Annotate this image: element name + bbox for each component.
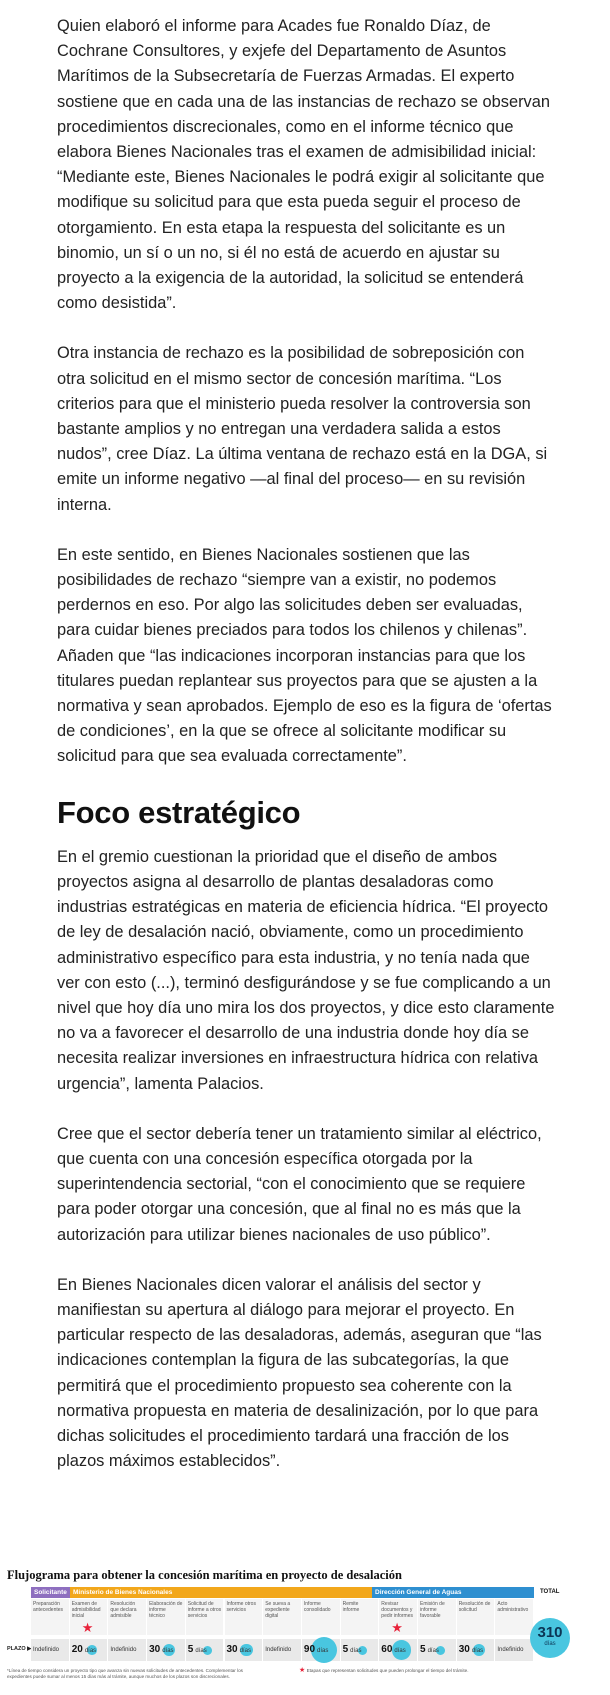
star-icon: ★ (299, 1667, 306, 1674)
plazo-unit: días (394, 1648, 406, 1654)
plazo-cell (379, 1639, 418, 1661)
plazo-cell: Indefinido (263, 1639, 302, 1661)
process-step: Solicitud de informe a otros servicios (186, 1599, 225, 1635)
process-step: Revisar documentos y pedir informes (379, 1599, 418, 1635)
plazo-number: 30 (226, 1644, 238, 1655)
process-step: Remite informe (341, 1599, 380, 1635)
total-label: TOTAL (540, 1589, 560, 1595)
plazo-cell: Indefinido (495, 1639, 534, 1661)
plazo-number: 20 (71, 1644, 83, 1655)
plazo-cell (302, 1639, 341, 1661)
plazo-unit: días (239, 1648, 251, 1654)
article-paragraph: Otra instancia de rechazo es la posibilidad de sobreposición con otra solicitud en el mismo sector de concesión marítima. “Los criterios para que el ministerio pueda resolver la controversia son bastante amplios y no entregan una verdadera salida a estos nudos”, cree Díaz. La última ventana de rechazo está en la DGA, si emite un informe negativo —al final del proceso— en su revisión interna. (57, 344, 548, 514)
plazo-unit: días (471, 1648, 484, 1654)
process-step: Preparación antecedentes (31, 1599, 70, 1635)
process-step: Se sueva a expediente digital (263, 1599, 302, 1635)
article-paragraph: En este sentido, en Bienes Nacionales sostienen que las posibilidades de rechazo “siempre van a existir, no podemos perdernos en eso. Por algo las solicitudes deben ser evaluadas, para cuidar bienes preciados para todos los chilenos y chilenas”. Añaden que “las indicaciones incorporan instancias para que los titulares puedan replantear sus proyectos para que se ajusten a la normativa y sean aprobados. Ejemplo de eso es la figura de ‘ofertas de condiciones’, en la que se ofrece al solicitante modificar su solicitud para que sea evaluada correctamente”. (57, 545, 552, 766)
plazo-cell: Indefinido (31, 1639, 70, 1661)
process-step: Emisión de informe favorable (418, 1599, 457, 1635)
total-value: 310 (537, 1624, 563, 1641)
plazo-cell: Indefinido (108, 1639, 147, 1661)
article-paragraph: Quien elaboró el informe para Acades fue Ronaldo Díaz, de Cochrane Consultores, y exjefe del Departamento de Asuntos Marítimos de la Subsecretaría de Fuerzas Armadas. El experto sostiene que en cada una de las instancias de rechazo se observan procedimientos discrecionales, como en el informe técnico que elabora Bienes Nacionales tras el examen de admisibilidad inicial: “Mediante este, Bienes Nacionales le podrá exigir al solicitante que modifique su solicitud para que esta pueda seguir el proceso de otorgamiento. En esta etapa la respuesta del solicitante es un binomio, un sí o un no, si él no está de acuerdo en ajustar su proyecto a la exigencia de la autoridad, la solicitud se entenderá como desistida”. (57, 17, 550, 313)
total-unit: días (544, 1641, 556, 1647)
process-step: Informe otros servicios (225, 1599, 264, 1635)
flowchart-notes (7, 1665, 607, 1689)
plazo-unit: días (317, 1648, 329, 1654)
plazo-unit: días (427, 1648, 439, 1654)
phase-header-row (7, 1587, 607, 1599)
plazo-number: 30 (458, 1644, 470, 1655)
plazo-unit: días (350, 1648, 362, 1654)
phase-header-solicitante: Solicitante (31, 1587, 70, 1598)
plazo-number: 30 (149, 1644, 161, 1655)
plazo-cell (418, 1639, 457, 1661)
plazo-row (7, 1637, 607, 1665)
plazo-number: 5 (342, 1644, 349, 1655)
plazo-number: 5 (420, 1644, 426, 1655)
process-steps (7, 1599, 607, 1635)
note-stars: ★ Etapas que representan solicitudes que pueden prolongar el tiempo del trámite. (299, 1667, 469, 1674)
plazo-unit: días (84, 1648, 97, 1654)
phase-header-bienes-nacionales: Ministerio de Bienes Nacionales (70, 1587, 372, 1598)
plazo-number: 60 (381, 1644, 393, 1655)
article-paragraph: En el gremio cuestionan la prioridad que el diseño de ambos proyectos asigna al desarrollo de plantas desaladoras como industrias estratégicas en materia de eficiencia hídrica. “El proyecto de ley de desalación nació, obviamente, como un procedimiento administrativo específico para esta industria, y no tenía nada que ver con esto (...), terminó desfigurándose y se fue complicando a un nivel que hoy día uno mira los dos proyectos, y dice esto claramente no va a favorecer el desarrollo de una industria donde hoy día se necesita realizar inversiones en infraestructura hídrica con relativa urgencia”, lamenta Palacios. (57, 847, 555, 1093)
plazo-cell (457, 1639, 496, 1661)
plazo-cell (341, 1639, 380, 1661)
plazo-cell (225, 1639, 264, 1661)
plazo-cell (186, 1639, 225, 1661)
article-paragraph: Cree que el sector debería tener un tratamiento similar al eléctrico, que cuenta con una concesión específica otorgada por la superintendencia sectorial, “con el conocimiento que se requiere para poder otorgar una concesión, que al final no es más que la autorización para utilizar bienes nacionales de uso público”. (57, 1124, 542, 1244)
plazo-number: 5 (187, 1644, 194, 1655)
process-step: Examen de admisibilidad inicial (70, 1599, 109, 1635)
plazo-unit: días (162, 1648, 174, 1654)
phase-header-dga: Dirección General de Aguas (372, 1587, 534, 1598)
plazo-number: 90 (303, 1644, 316, 1655)
note-timeline: *Línea de tiempo considera un proyecto tipo que avanza sin nuevas solicitudes de antecedentes. Complementar los expedientes puede sumar al menos 15 días más al trámite, aunque muchos de los plazos son discrecionales. (7, 1668, 243, 1679)
process-step: Resolución de solicitud (457, 1599, 496, 1635)
plazo-label: PLAZO ▶ (7, 1646, 32, 1652)
process-step: Informe consolidado (302, 1599, 341, 1635)
plazo-unit: días (195, 1648, 207, 1654)
article-body (57, 14, 557, 1499)
total-circle (530, 1618, 570, 1658)
star-icon: ★ (81, 1620, 94, 1635)
plazo-cell (70, 1639, 109, 1661)
process-step: Resolución que declara admisible (108, 1599, 147, 1635)
article-paragraph: En Bienes Nacionales dicen valorar el análisis del sector y manifiestan su apertura al diálogo para mejorar el proyecto. En particular respecto de las desaladoras, además, aseguran que “las indicaciones contemplan la figura de las subcategorías, la que permitirá que el procedimiento propuesto sea coherente con la normativa propuesta en materia de desalinización, por lo que para dichas solicitudes el procedimiento tardará una fracción de los plazos máximos establecidos”. (57, 1275, 542, 1471)
plazo-cell (147, 1639, 186, 1661)
star-icon: ★ (391, 1620, 403, 1635)
flowchart-title: Flujograma para obtener la concesión marítima en proyecto de desalación (7, 1568, 402, 1582)
flowchart-infographic (7, 1568, 607, 1689)
process-step: Acto administrativo (495, 1599, 534, 1635)
process-step: Elaboración de informe técnico (147, 1599, 186, 1635)
section-heading: Foco estratégico (57, 794, 301, 830)
